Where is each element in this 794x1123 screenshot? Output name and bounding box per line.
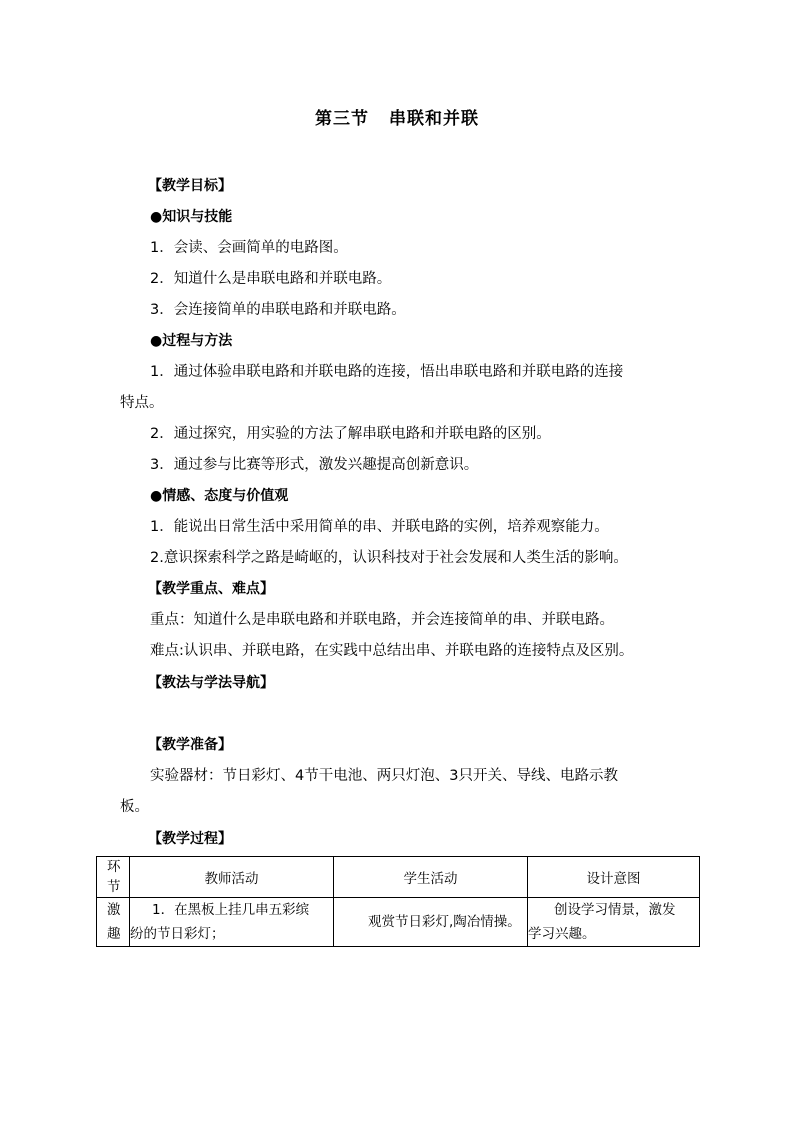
heading-key-points: 【教学重点、难点】 [148, 581, 274, 597]
key-point-important: 重点：知道什么是串联电路和并联电路，并会连接简单的串、并联电路。 [150, 612, 614, 628]
row1-teacher-b: 纷的节日彩灯； [130, 926, 225, 942]
header-student: 学生活动 [334, 857, 528, 898]
process-item-3: 3．通过参与比赛等形式，激发兴趣提高创新意识。 [150, 457, 479, 473]
row1-student: 观赏节日彩灯,陶冶情操。 [334, 898, 528, 947]
subheading-emotion-values: ●情感、态度与价值观 [150, 488, 289, 504]
row1-design-b: 学习兴趣。 [528, 926, 596, 942]
row1-stage [97, 898, 130, 947]
knowledge-item-1: 1．会读、会画简单的电路图。 [150, 240, 348, 256]
row1-design [528, 898, 700, 947]
row1-stage-a: 激 [107, 902, 121, 918]
subheading-process-method: ●过程与方法 [150, 333, 233, 349]
header-stage [97, 857, 130, 898]
heading-method-guide: 【教法与学法导航】 [148, 675, 274, 691]
title-main: 串联和并联 [389, 109, 479, 129]
header-teacher: 教师活动 [130, 857, 334, 898]
knowledge-item-3: 3．会连接简单的串联电路和并联电路。 [150, 302, 406, 318]
emotion-item-1: 1．能说出日常生活中采用简单的串、并联电路的实例，培养观察能力。 [150, 519, 609, 535]
row1-design-a: 创设学习情景，激发 [554, 902, 676, 918]
procedure-table [96, 856, 700, 947]
knowledge-item-2: 2．知道什么是串联电路和并联电路。 [150, 271, 392, 287]
row1-teacher-a: 1．在黑板上挂几串五彩缤 [152, 902, 310, 918]
heading-teaching-goals: 【教学目标】 [148, 178, 232, 194]
heading-preparation: 【教学准备】 [148, 737, 232, 753]
table-header-row [97, 857, 700, 898]
subheading-knowledge-skills: ●知识与技能 [150, 209, 233, 225]
row1-stage-b: 趣 [107, 926, 121, 942]
header-stage-b: 节 [107, 879, 121, 895]
emotion-item-2: 2.意识探索科学之路是崎岖的，认识科技对于社会发展和人类生活的影响。 [150, 550, 628, 566]
title-section: 第三节 [315, 109, 369, 129]
process-item-1: 1．通过体验串联电路和并联电路的连接，悟出串联电路和并联电路的连接 [150, 364, 624, 380]
page-title [0, 104, 794, 129]
row1-teacher [130, 898, 334, 947]
process-item-1-cont: 特点。 [120, 395, 164, 411]
header-stage-a: 环 [107, 859, 121, 875]
heading-procedure: 【教学过程】 [148, 831, 232, 847]
preparation-text: 实验器材：节日彩灯、4节干电池、两只灯泡、3只开关、导线、电路示教 [150, 768, 618, 784]
header-design: 设计意图 [528, 857, 700, 898]
key-point-difficult: 难点:认识串、并联电路，在实践中总结出串、并联电路的连接特点及区别。 [150, 643, 634, 659]
process-item-2: 2．通过探究，用实验的方法了解串联电路和并联电路的区别。 [150, 426, 551, 442]
table-row [97, 898, 700, 947]
preparation-text-cont: 板。 [120, 799, 149, 815]
